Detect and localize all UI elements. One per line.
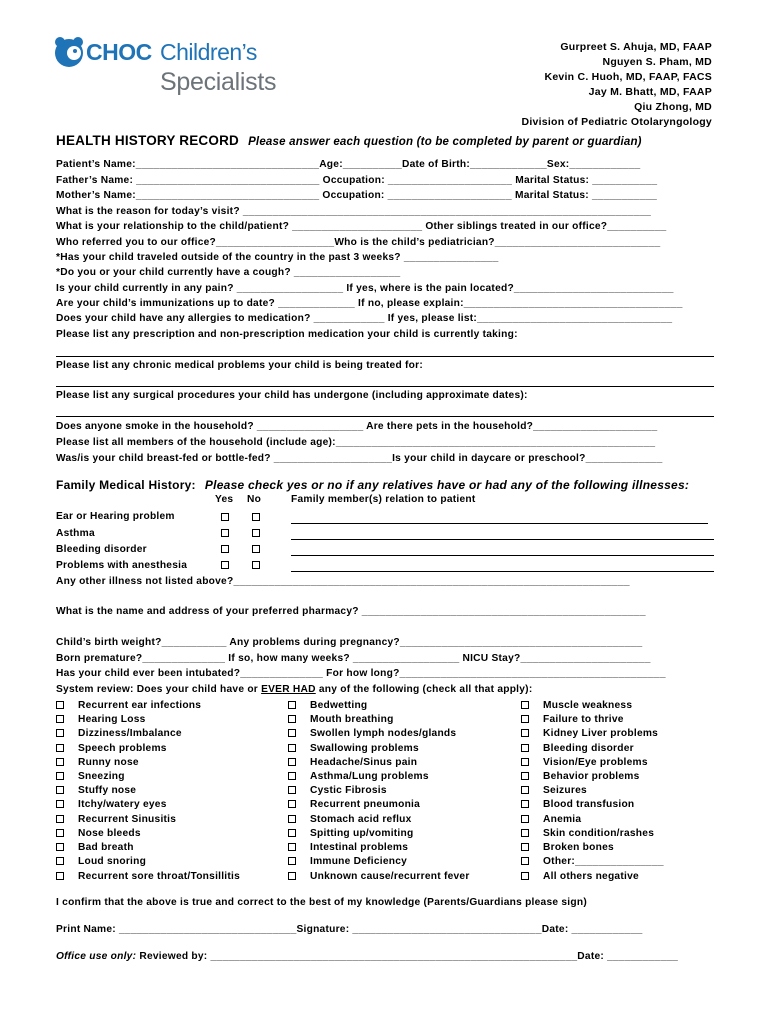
symptom-label: Spitting up/vomiting	[310, 828, 414, 839]
symptom-checkbox[interactable]	[288, 800, 296, 808]
reviewed-by-line[interactable]: Reviewed by: ______________________________________________________________Date: ____________	[136, 951, 679, 962]
symptom-item[interactable]	[288, 798, 420, 812]
chronic-answer-line[interactable]	[56, 386, 714, 387]
symptom-label: Speech problems	[78, 743, 167, 754]
symptom-item[interactable]	[288, 713, 394, 727]
family-history-title: Family Medical History:	[56, 478, 196, 492]
symptom-checkbox[interactable]	[288, 872, 296, 880]
division-name: Division of Pediatric Otolaryngology	[521, 116, 712, 128]
symptom-item[interactable]	[56, 713, 146, 727]
family-row-asthma: Asthma	[56, 528, 95, 539]
doctor-name: Gurpreet S. Ahuja, MD, FAAP	[560, 41, 712, 53]
symptom-label: Swallowing problems	[310, 743, 419, 754]
symptom-label: Headache/Sinus pain	[310, 757, 418, 768]
symptom-checkbox[interactable]	[521, 786, 529, 794]
medication-answer-line[interactable]	[56, 356, 714, 357]
symptom-checkbox[interactable]	[288, 857, 296, 865]
symptom-label: Skin condition/rashes	[543, 828, 655, 839]
symptom-checkbox[interactable]	[288, 843, 296, 851]
cough-line[interactable]: *Do you or your child currently have a cough? __________________	[56, 267, 401, 278]
symptom-label: Itchy/watery eyes	[78, 799, 167, 810]
symptom-checkbox[interactable]	[56, 758, 64, 766]
family-history-instructions: Please check yes or no if any relatives have or had any of the following illnesses:	[204, 478, 690, 492]
ear-relation-line[interactable]	[291, 523, 708, 524]
symptom-item[interactable]	[56, 770, 125, 784]
doctor-name: Nguyen S. Pham, MD	[602, 56, 712, 68]
symptom-checkbox[interactable]	[288, 829, 296, 837]
symptom-label: Blood transfusion	[543, 799, 635, 810]
symptom-item[interactable]	[288, 827, 413, 841]
symptom-label: Mouth breathing	[310, 714, 394, 725]
relation-header: Family member(s) relation to patient	[291, 494, 476, 505]
allergy-line[interactable]: Does your child have any allergies to medication? ____________ If yes, please list:_________________________________	[56, 313, 673, 324]
symptom-item[interactable]	[56, 813, 176, 827]
doctor-name: Kevin C. Huoh, MD, FAAP, FACS	[544, 71, 712, 83]
doctor-name: Qiu Zhong, MD	[634, 101, 712, 113]
symptom-checkbox[interactable]	[288, 772, 296, 780]
symptom-checkbox[interactable]	[288, 715, 296, 723]
symptom-label: Stuffy nose	[78, 785, 137, 796]
symptom-label: Recurrent sore throat/Tonsillitis	[78, 871, 241, 882]
symptom-label: Stomach acid reflux	[310, 814, 412, 825]
symptom-label: Broken bones	[543, 842, 614, 853]
symptom-checkbox[interactable]	[288, 744, 296, 752]
symptom-label: Kidney Liver problems	[543, 728, 659, 739]
symptom-item[interactable]	[288, 742, 419, 756]
no-header: No	[247, 494, 262, 505]
symptom-item[interactable]	[56, 727, 182, 741]
symptom-item[interactable]	[56, 841, 134, 855]
symptom-checkbox[interactable]	[521, 701, 529, 709]
symptom-label: Behavior problems	[543, 771, 640, 782]
symptom-label: Bleeding disorder	[543, 743, 634, 754]
bear-logo-icon	[52, 35, 86, 69]
symptom-item[interactable]	[288, 727, 456, 741]
symptom-item[interactable]	[288, 784, 387, 798]
symptom-item[interactable]	[288, 699, 367, 713]
system-review-post: any of the following (check all that apply):	[315, 684, 533, 695]
symptom-label: Cystic Fibrosis	[310, 785, 387, 796]
symptom-checkbox[interactable]	[521, 729, 529, 737]
mother-line[interactable]: Mother’s Name:_______________________________ Occupation: _____________________ Marital Status: ___________	[56, 190, 658, 201]
yes-header: Yes	[215, 494, 234, 505]
symptom-item[interactable]	[521, 870, 639, 884]
symptom-label: Immune Deficiency	[310, 856, 408, 867]
symptom-label: Unknown cause/recurrent fever	[310, 871, 470, 882]
choc-logo	[52, 35, 282, 105]
bleeding-yes-checkbox[interactable]	[221, 545, 229, 553]
system-review-emphasis: EVER HAD	[261, 684, 316, 695]
symptom-label: Runny nose	[78, 757, 139, 768]
doctor-name: Jay M. Bhatt, MD, FAAP	[588, 86, 712, 98]
symptom-checkbox[interactable]	[56, 857, 64, 865]
system-review-pre: System review: Does your child have or	[56, 684, 262, 695]
surgical-answer-line[interactable]	[56, 416, 714, 417]
symptom-checkbox[interactable]	[56, 800, 64, 808]
office-use-line[interactable]	[56, 950, 714, 964]
symptom-label: Seizures	[543, 785, 587, 796]
symptom-item[interactable]	[521, 699, 632, 713]
symptom-label: All others negative	[543, 871, 639, 882]
symptom-checkbox[interactable]	[56, 872, 64, 880]
symptom-item[interactable]	[288, 770, 429, 784]
symptom-checkbox[interactable]	[288, 815, 296, 823]
pharmacy-line[interactable]: What is the name and address of your preferred pharmacy? ________________________________________________	[56, 606, 646, 617]
symptom-checkbox[interactable]	[521, 815, 529, 823]
anesthesia-yes-checkbox[interactable]	[221, 561, 229, 569]
family-history-heading	[56, 478, 689, 492]
symptom-item[interactable]	[56, 798, 167, 812]
patient-name-line[interactable]: Patient’s Name:_______________________________Age:__________Date of Birth:_____________Sex:____________	[56, 159, 641, 170]
symptom-checkbox[interactable]	[56, 815, 64, 823]
symptom-checkbox[interactable]	[288, 701, 296, 709]
symptom-label: Bedwetting	[310, 700, 368, 711]
chronic-question: Please list any chronic medical problems your child is being treated for:	[56, 360, 423, 371]
symptom-item[interactable]	[521, 855, 664, 869]
visit-reason-line[interactable]: What is the reason for today’s visit? _____________________________________________________________________	[56, 206, 652, 217]
symptom-checkbox[interactable]	[521, 715, 529, 723]
symptom-checkbox[interactable]	[288, 729, 296, 737]
bleeding-relation-line[interactable]	[291, 555, 714, 556]
symptom-item[interactable]	[521, 841, 614, 855]
form-title-row	[56, 133, 642, 148]
symptom-checkbox[interactable]	[56, 701, 64, 709]
symptom-label: Asthma/Lung problems	[310, 771, 429, 782]
symptom-checkbox[interactable]	[288, 786, 296, 794]
symptom-checkbox[interactable]	[521, 744, 529, 752]
symptom-item[interactable]	[56, 742, 167, 756]
symptom-checkbox[interactable]	[288, 758, 296, 766]
symptom-label: Hearing Loss	[78, 714, 146, 725]
symptom-item[interactable]	[288, 855, 407, 869]
logo-childrens-text: Children’s	[160, 39, 257, 65]
symptom-checkbox[interactable]	[56, 843, 64, 851]
family-row-bleeding: Bleeding disorder	[56, 544, 147, 555]
symptom-item[interactable]	[56, 870, 240, 884]
symptom-checkbox[interactable]	[521, 829, 529, 837]
symptom-label: Sneezing	[78, 771, 125, 782]
symptom-item[interactable]	[56, 756, 139, 770]
immunization-line[interactable]: Are your child’s immunizations up to date? _____________ If no, please explain:_____________________________________	[56, 298, 683, 309]
form-title: HEALTH HISTORY RECORD	[56, 133, 239, 148]
relationship-line[interactable]: What is your relationship to the child/patient? ______________________ Other siblings treated in our office?__________	[56, 221, 667, 232]
symptom-checkbox[interactable]	[56, 715, 64, 723]
symptom-label: Recurrent pneumonia	[310, 799, 421, 810]
symptom-item[interactable]	[521, 727, 658, 741]
bleeding-no-checkbox[interactable]	[252, 545, 260, 553]
symptom-label: Failure to thrive	[543, 714, 624, 725]
symptom-label: Bad breath	[78, 842, 134, 853]
logo-choc-text: CHOC	[86, 39, 152, 65]
doctor-list	[522, 40, 712, 130]
pain-line[interactable]: Is your child currently in any pain? __________________ If yes, where is the pain located?___________________________	[56, 283, 674, 294]
symptom-checkbox[interactable]	[56, 772, 64, 780]
symptom-label: Loud snoring	[78, 856, 147, 867]
symptom-item[interactable]	[56, 784, 136, 798]
birth-weight-line[interactable]: Child’s birth weight?___________ Any problems during pregnancy?_________________________________________	[56, 637, 643, 648]
symptom-checkbox[interactable]	[521, 843, 529, 851]
symptom-item[interactable]	[288, 813, 412, 827]
symptom-label: Swollen lymph nodes/glands	[310, 728, 457, 739]
symptom-label: Anemia	[543, 814, 582, 825]
referral-line[interactable]: Who referred you to our office?____________________Who is the child’s pediatrician?____________________________	[56, 237, 661, 248]
office-use-label: Office use only:	[56, 951, 137, 962]
anesthesia-no-checkbox[interactable]	[252, 561, 260, 569]
family-row-ear: Ear or Hearing problem	[56, 511, 175, 522]
symptom-label: Other:_______________	[543, 856, 664, 867]
symptom-item[interactable]	[288, 841, 408, 855]
print-signature-line[interactable]: Print Name: ______________________________Signature: ________________________________Date: ____________	[56, 924, 643, 935]
symptom-checkbox[interactable]	[56, 729, 64, 737]
travel-line[interactable]: *Has your child traveled outside of the country in the past 3 weeks? ________________	[56, 252, 499, 263]
symptom-item[interactable]	[521, 756, 648, 770]
symptom-item[interactable]	[521, 770, 640, 784]
symptom-checkbox[interactable]	[56, 829, 64, 837]
asthma-yes-checkbox[interactable]	[221, 529, 229, 537]
smoke-line[interactable]: Does anyone smoke in the household? __________________ Are there pets in the household?_____________________	[56, 421, 658, 432]
symptom-item[interactable]	[56, 855, 146, 869]
logo-specialists-text: Specialists	[160, 68, 277, 96]
feeding-line[interactable]: Was/is your child breast-fed or bottle-fed? ____________________Is your child in daycare or preschool?_____________	[56, 453, 663, 464]
symptom-label: Dizziness/Imbalance	[78, 728, 182, 739]
household-line[interactable]: Please list all members of the household (include age):______________________________________________________	[56, 437, 656, 448]
father-line[interactable]: Father’s Name: _______________________________ Occupation: _____________________ Marital Status: ___________	[56, 175, 658, 186]
symptom-label: Vision/Eye problems	[543, 757, 648, 768]
symptom-item[interactable]	[521, 713, 624, 727]
premature-line[interactable]: Born premature?______________ If so, how many weeks? __________________ NICU Stay?______________________	[56, 653, 651, 664]
ear-no-checkbox[interactable]	[252, 513, 260, 521]
surgical-question: Please list any surgical procedures your child has undergone (including approximate dates):	[56, 390, 528, 401]
symptom-item[interactable]	[288, 756, 417, 770]
asthma-relation-line[interactable]	[291, 539, 714, 540]
other-illness-line[interactable]: Any other illness not listed above?___________________________________________________________________	[56, 576, 630, 587]
symptom-item[interactable]	[521, 784, 587, 798]
symptom-item[interactable]	[288, 870, 470, 884]
symptom-item[interactable]	[521, 742, 634, 756]
symptom-item[interactable]	[56, 699, 201, 713]
form-subtitle: Please answer each question (to be completed by parent or guardian)	[248, 136, 642, 148]
symptom-label: Nose bleeds	[78, 828, 141, 839]
medication-question: Please list any prescription and non-prescription medication your child is currently taking:	[56, 329, 518, 340]
confirmation-text: I confirm that the above is true and correct to the best of my knowledge (Parents/Guardians please sign)	[56, 897, 587, 908]
symptom-checkbox[interactable]	[521, 857, 529, 865]
system-review-heading	[56, 683, 714, 697]
symptom-label: Recurrent Sinusitis	[78, 814, 177, 825]
symptom-checkbox[interactable]	[56, 744, 64, 752]
symptom-checkbox[interactable]	[56, 786, 64, 794]
symptom-label: Intestinal problems	[310, 842, 409, 853]
symptom-checkbox[interactable]	[521, 800, 529, 808]
symptom-item[interactable]	[521, 827, 654, 841]
intubated-line[interactable]: Has your child ever been intubated?______________ For how long?_____________________________________________	[56, 668, 666, 679]
symptom-checkbox[interactable]	[521, 772, 529, 780]
symptom-item[interactable]	[56, 827, 141, 841]
symptom-label: Recurrent ear infections	[78, 700, 202, 711]
symptom-label: Muscle weakness	[543, 700, 633, 711]
family-row-anesthesia: Problems with anesthesia	[56, 560, 188, 571]
symptom-item[interactable]	[521, 798, 634, 812]
anesthesia-relation-line[interactable]	[291, 571, 714, 572]
ear-yes-checkbox[interactable]	[221, 513, 229, 521]
symptom-checkbox[interactable]	[521, 872, 529, 880]
symptom-checkbox[interactable]	[521, 758, 529, 766]
asthma-no-checkbox[interactable]	[252, 529, 260, 537]
symptom-item[interactable]	[521, 813, 581, 827]
